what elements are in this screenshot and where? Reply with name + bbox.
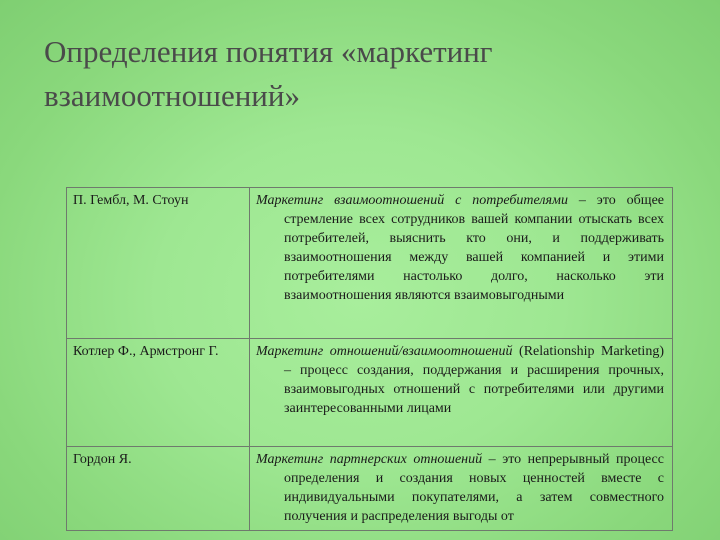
definition-cell: [250, 188, 673, 339]
definition-text: – это общее стремление всех сотрудников вашей компании отыскать всех потребителей, выяснить кто они, и поддерживать взаимоотношения между вашей компанией и этими потребителями настолько долго, насколько эти взаимоотношения являются взаимовыгодными: [284, 193, 665, 303]
slide-title: Определения понятия «маркетинг взаимоотношений»: [44, 34, 493, 113]
author-name: Гордон Я.: [73, 452, 132, 467]
definition-text: – это непрерывный процесс определения и создания новых ценностей вместе с индивидуальными покупателями, а затем совместного получения и распределения выгоды от: [284, 452, 664, 524]
definition-text: (Relationship Marketing) – процесс создания, поддержания и расширения прочных, взаимовыгодных отношений с потребителями или другими заинтересованными лицами: [284, 344, 664, 416]
definition-term: Маркетинг взаимоотношений с потребителями: [256, 193, 568, 208]
table-row: [67, 188, 673, 339]
author-name: П. Гембл, М. Стоун: [73, 193, 189, 208]
definitions-table: [66, 187, 673, 531]
definition-cell: [250, 339, 673, 447]
definition-term: Маркетинг отношений/взаимоотношений: [256, 344, 513, 359]
definition-term: Маркетинг партнерских отношений: [256, 452, 483, 467]
author-cell: [67, 188, 250, 339]
author-cell: [67, 339, 250, 447]
author-name: Котлер Ф., Армстронг Г.: [73, 344, 219, 359]
definition-cell: [250, 447, 673, 531]
table-row: [67, 339, 673, 447]
author-cell: [67, 447, 250, 531]
table-row: [67, 447, 673, 531]
